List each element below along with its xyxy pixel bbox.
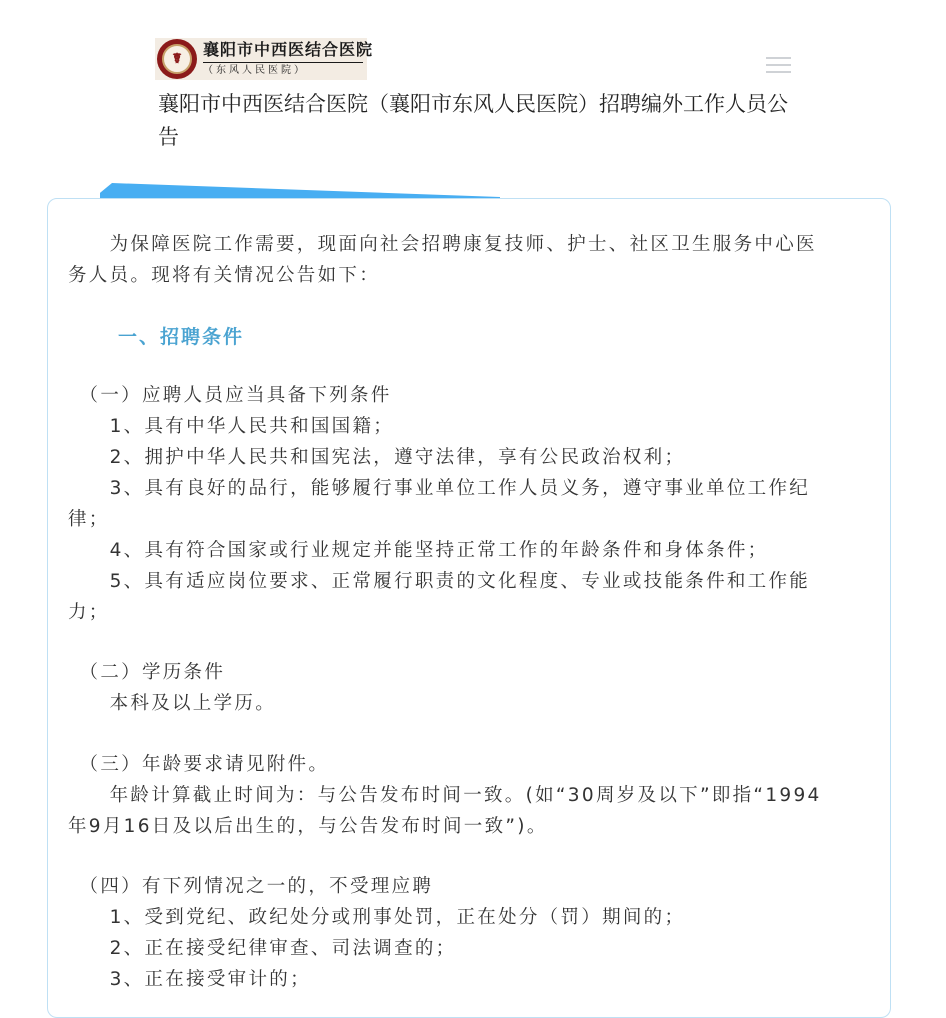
- hamburger-menu-icon[interactable]: [766, 57, 791, 74]
- list-item: 2、正在接受纪律审查、司法调查的；: [68, 938, 457, 959]
- list-item: 1、受到党纪、政纪处分或刑事处罚，正在处分（罚）期间的；: [68, 907, 686, 928]
- list-item: 3、正在接受审计的；: [68, 969, 311, 990]
- section-heading-recruitment-conditions: 一、招聘条件: [118, 326, 245, 348]
- logo-hospital-name: 襄阳市中西医结合医院: [203, 40, 374, 59]
- subsection-3-title: （三）年龄要求请见附件。: [68, 754, 330, 775]
- subsection-4-title: （四）有下列情况之一的，不受理应聘: [68, 876, 434, 897]
- list-item: 4、具有符合国家或行业规定并能坚持正常工作的年龄条件和身体条件；: [68, 540, 769, 561]
- education-requirement-text: 本科及以上学历。: [68, 693, 277, 714]
- list-item-continued: 律；: [68, 509, 110, 530]
- subsection-1-title: （一）应聘人员应当具备下列条件: [68, 385, 392, 406]
- intro-paragraph-line-2: 务人员。现将有关情况公告如下：: [68, 265, 381, 286]
- logo-subtitle: （东风人民医院）: [203, 65, 307, 76]
- hospital-emblem-icon: ☤: [157, 39, 197, 79]
- list-item-continued: 力；: [68, 602, 110, 623]
- age-calculation-text-line-1: 年龄计算截止时间为：与公告发布时间一致。(如“30周岁及以下”即指“1994: [68, 785, 822, 806]
- subsection-2-title: （二）学历条件: [68, 662, 226, 683]
- age-calculation-text-line-2: 年9月16日及以后出生的，与公告发布时间一致”)。: [68, 816, 548, 837]
- intro-paragraph-line-1: 为保障医院工作需要，现面向社会招聘康复技师、护士、社区卫生服务中心医: [68, 234, 817, 255]
- list-item: 3、具有良好的品行，能够履行事业单位工作人员义务，遵守事业单位工作纪: [68, 478, 811, 499]
- list-item: 1、具有中华人民共和国国籍；: [68, 416, 395, 437]
- list-item: 2、拥护中华人民共和国宪法，遵守法律，享有公民政治权利；: [68, 447, 686, 468]
- logo-divider: [203, 62, 363, 63]
- hospital-logo[interactable]: [155, 38, 374, 80]
- list-item: 5、具有适应岗位要求、正常履行职责的文化程度、专业或技能条件和工作能: [68, 571, 811, 592]
- page-title: 襄阳市中西医结合医院（襄阳市东风人民医院）招聘编外工作人员公告: [158, 92, 788, 149]
